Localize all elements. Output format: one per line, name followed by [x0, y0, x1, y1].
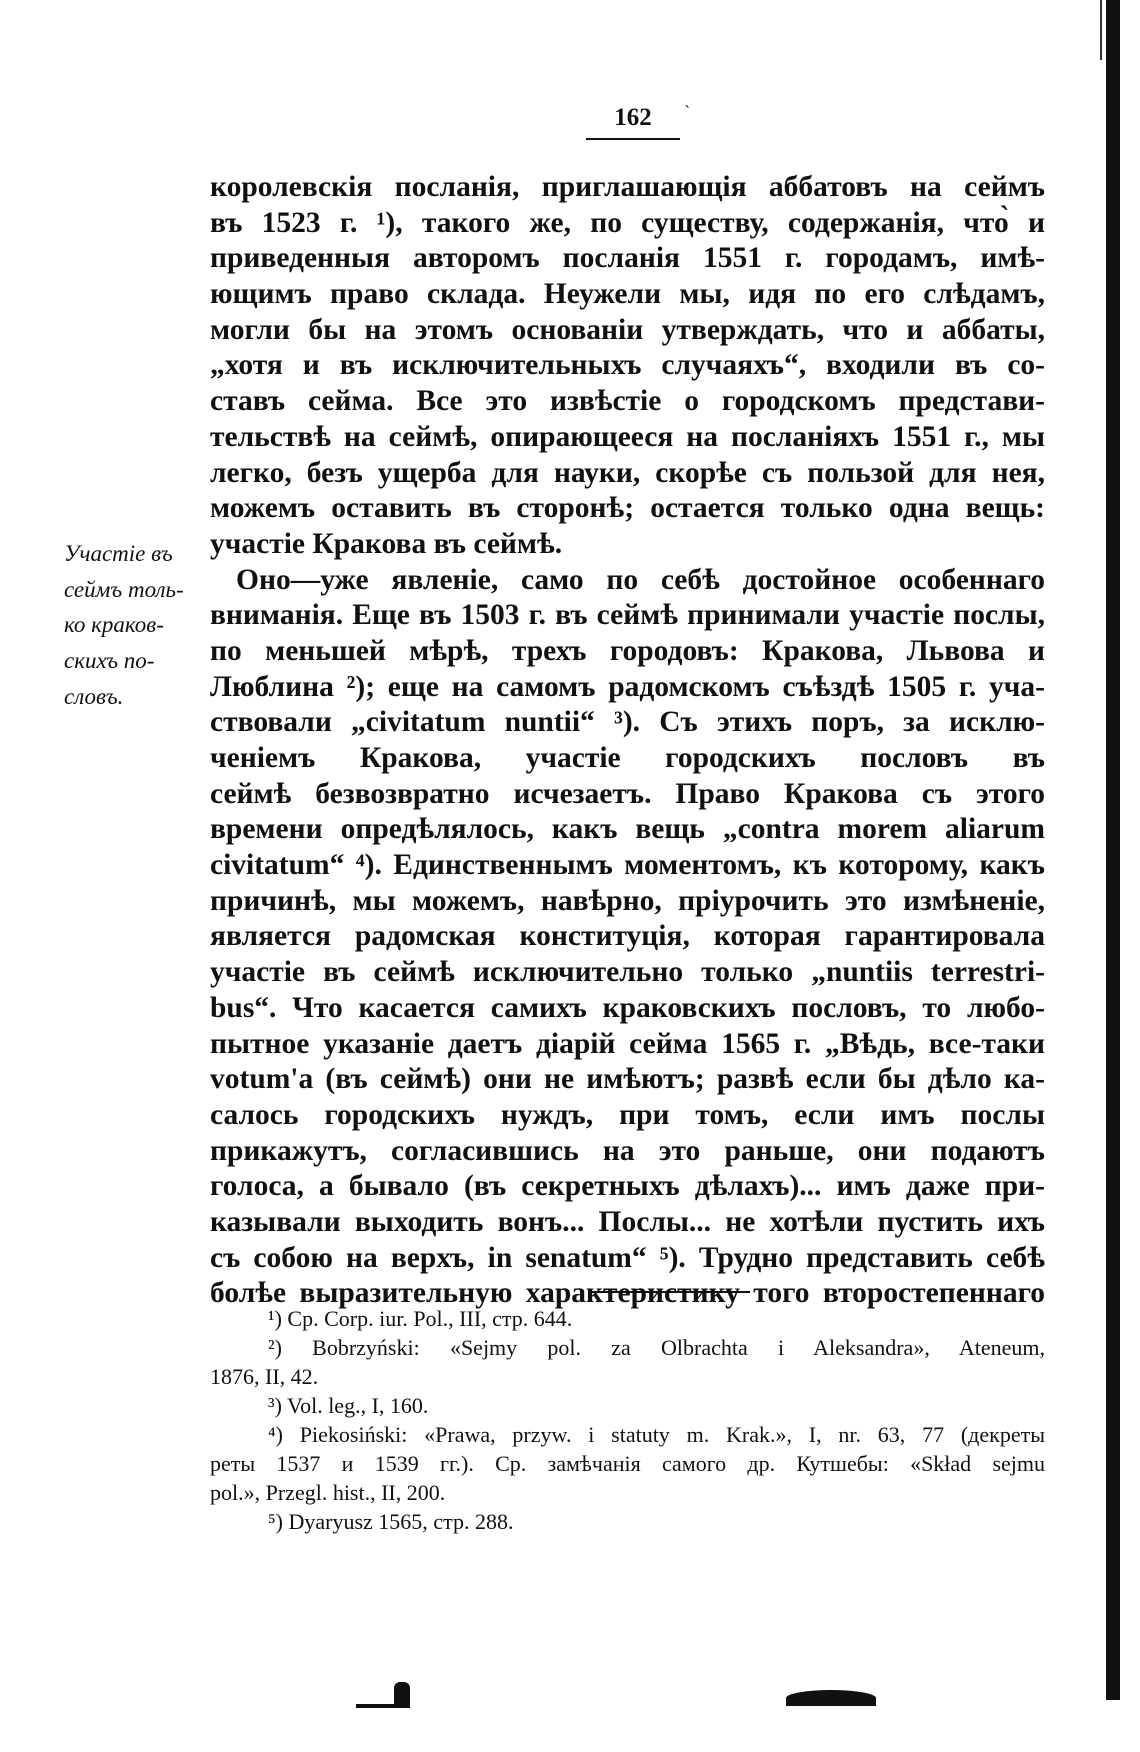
footnote-line: ¹) Cp. Corp. iur. Pol., III, стр. 644. — [268, 1306, 573, 1331]
text-line: казывали выходить вонъ... Послы... не хотѣли пустить ихъ — [210, 1205, 1045, 1238]
margin-note — [64, 536, 204, 714]
text-line: голоса, а бывало (въ секретныхъ дѣлахъ)... имъ даже при- — [210, 1170, 1045, 1203]
margin-note-line: скихъ по- — [64, 648, 155, 674]
page-number-mark: ` — [684, 103, 692, 122]
text-line: Люблина ²); еще на самомъ радомскомъ съѣздѣ 1505 г. уча- — [210, 670, 1045, 703]
text-line: votum'а (въ сеймѣ) они не имѣютъ; развѣ если бы дѣло ка- — [210, 1063, 1045, 1096]
text-line: участіе Кракова въ сеймѣ. — [210, 527, 563, 560]
footnote-line: реты 1537 и 1539 гг.). Cp. замѣчанія самого др. Кутшебы: «Skład sejmu — [210, 1451, 1045, 1476]
text-line: приведенныя авторомъ посланія 1551 г. городамъ, имѣ- — [210, 242, 1045, 275]
footnotes — [210, 1304, 1045, 1536]
text-line: „хотя и въ исключительныхъ случаяхъ“, входили въ со- — [210, 349, 1045, 382]
text-line: ставъ сейма. Все это извѣстіе о городскомъ представи- — [210, 385, 1045, 418]
footnote-line: pol.», Przegl. hist., II, 200. — [210, 1480, 446, 1505]
text-line: легко, безъ ущерба для науки, скорѣе съ пользой для нея, — [210, 456, 1045, 489]
footnote-line: ²) Bobrzyński: «Sejmy pol. za Olbrachta i Aleksandra», Ateneum, — [268, 1335, 1045, 1360]
footnote-divider — [590, 1291, 750, 1293]
text-line: можемъ оставить въ сторонѣ; остается только одна вещь: — [210, 492, 1045, 525]
text-line: тельствѣ на сеймѣ, опирающееся на посланіяхъ 1551 г., мы — [210, 420, 1045, 453]
text-line: bus“. Что касается самихъ краковскихъ пословъ, то любо- — [210, 991, 1045, 1024]
margin-note-line: Участіе въ — [64, 541, 173, 566]
text-line: ченіемъ Кракова, участіе городскихъ пословъ въ — [210, 742, 1045, 774]
text-line: въ 1523 г. ¹), такого же, по существу, содержанія, что̀ и — [210, 206, 1045, 239]
text-line: ствовали „civitatum nuntii“ ³). Съ этихъ поръ, за исклю- — [210, 706, 1045, 739]
footnote-line: ³) Vol. leg., I, 160. — [268, 1393, 429, 1418]
text-line: болѣе выразительную характеристику того второстепеннаго — [210, 1277, 1045, 1310]
text-line: времени опредѣлялось, какъ вещь „contra morem aliarum — [210, 813, 1045, 846]
margin-note-line: сеймъ толь- — [64, 576, 184, 602]
text-line: сеймѣ безвозвратно исчезаетъ. Право Кракова съ этого — [210, 777, 1045, 810]
text-line: вниманія. Еще въ 1503 г. въ сеймѣ принимали участіе послы, — [210, 599, 1045, 632]
footnote-line: 1876, II, 42. — [210, 1364, 319, 1389]
footnote-line: ⁴) Piekosiński: «Prawa, przyw. i statuty m. Krak.», I, nr. 63, 77 (декреты — [268, 1422, 1045, 1447]
text-line: участіе въ сеймѣ исключительно только „nuntiis terrestri- — [210, 956, 1045, 989]
footnote-line: ⁵) Dyaryusz 1565, стр. 288. — [268, 1509, 514, 1534]
margin-note-line: словъ. — [64, 683, 124, 709]
text-line: civitatum“ ⁴). Единственнымъ моментомъ, къ которому, какъ — [210, 849, 1045, 882]
text-line: причинѣ, мы можемъ, навѣрно, пріурочить это измѣненіе, — [210, 884, 1045, 917]
text-line: могли бы на этомъ основаніи утверждать, что и аббаты, — [210, 313, 1045, 346]
text-line: прикажутъ, согласившись на это раньше, они подаютъ — [210, 1134, 1045, 1167]
page-edge-shadow — [1106, 0, 1120, 1700]
main-text — [210, 170, 1045, 1312]
page-number: 162 — [586, 104, 680, 140]
text-line: съ собою на верхъ, in senatum“ ⁵). Трудно представить себѣ — [210, 1241, 1045, 1274]
page-edge-line — [1100, 0, 1102, 60]
text-line: салось городскихъ нуждъ, при томъ, если имъ послы — [210, 1098, 1045, 1131]
text-line: пытное указаніе даетъ діарій сейма 1565 г. „Вѣдь, все-таки — [210, 1027, 1045, 1060]
text-line: королевскія посланія, приглашающія аббатовъ на сеймъ — [210, 171, 1045, 203]
text-line: по меньшей мѣрѣ, трехъ городовъ: Кракова, Львова и — [210, 634, 1045, 667]
text-line: ющимъ право склада. Неужели мы, идя по его слѣдамъ, — [210, 278, 1045, 311]
text-line: является радомская конституція, которая гарантировала — [210, 920, 1045, 953]
margin-note-line: ко краков- — [64, 612, 164, 638]
binding-mark-left — [356, 1690, 410, 1708]
paragraph-start-line: Оно—уже явленіе, само по себѣ достойное особеннаго — [236, 563, 1045, 596]
binding-mark-right — [786, 1690, 876, 1706]
